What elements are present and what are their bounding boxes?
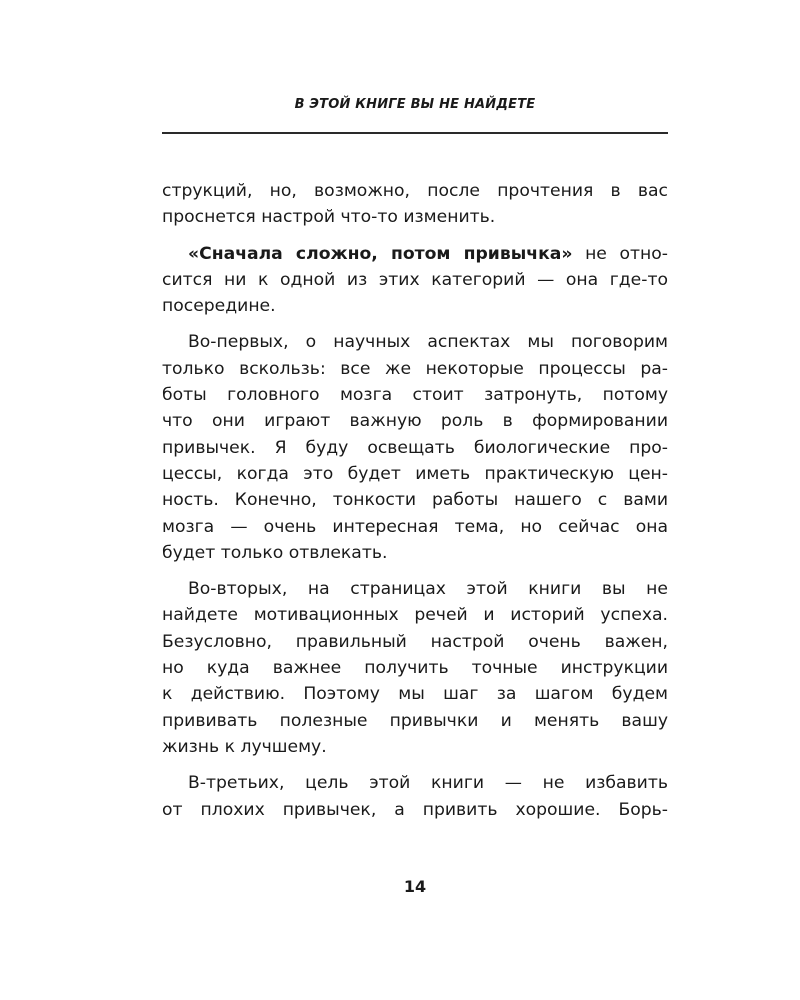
- text-line: но куда важнее получить точные инструкции: [162, 658, 668, 679]
- text-line: цессы, когда это будет иметь практическую цен-: [162, 463, 668, 484]
- text-line: мозга — очень интересная тема, но сейчас она: [162, 516, 668, 537]
- text-line: что они играют важную роль в формировании: [162, 411, 668, 432]
- text-line: прививать полезные привычки и менять вашу: [162, 710, 668, 731]
- paragraph: [162, 576, 668, 760]
- text-line: боты головного мозга стоит затронуть, потому: [162, 385, 668, 406]
- text-line: Во-первых, о научных аспектах мы поговорим: [188, 332, 668, 353]
- text-line: [162, 241, 668, 267]
- text-line: проснется настрой что-то изменить.: [162, 207, 496, 228]
- text-fragment: не отно-: [572, 243, 668, 264]
- text-line: жизнь к лучшему.: [162, 736, 327, 757]
- text-line: сится ни к одной из этих категорий — она где-то: [162, 269, 668, 290]
- text-line: Безусловно, правильный настрой очень важен,: [162, 631, 668, 652]
- paragraph: [162, 329, 668, 566]
- text-line: от плохих привычек, а привить хорошие. Борь-: [162, 799, 668, 820]
- paragraph: [162, 178, 668, 231]
- body-text: [162, 178, 668, 823]
- text-line: привычек. Я буду освещать биологические про-: [162, 437, 668, 458]
- text-line: струкций, но, возможно, после прочтения в вас: [162, 181, 668, 201]
- text-line: В-третьих, цель этой книги — не избавить: [188, 773, 668, 794]
- page-number: 14: [403, 877, 427, 896]
- text-line: ность. Конечно, тонкости работы нашего с вами: [162, 490, 668, 511]
- text-line: к действию. Поэтому мы шаг за шагом будем: [162, 684, 668, 705]
- paragraph: [162, 241, 668, 320]
- text-line: будет только отвлекать.: [162, 542, 388, 563]
- text-line: посередине.: [162, 296, 276, 317]
- running-header: В ЭТОЙ КНИГЕ ВЫ НЕ НАЙДЕТЕ: [294, 97, 536, 112]
- text-line: найдете мотивационных речей и историй успеха.: [162, 605, 668, 626]
- paragraph: [162, 770, 668, 823]
- text-line: только вскользь: все же некоторые процессы ра-: [162, 358, 668, 379]
- header-divider: [162, 132, 668, 134]
- book-title-emphasis: «Сначала сложно, потом привычка»: [188, 243, 573, 264]
- text-line: Во-вторых, на страницах этой книги вы не: [188, 579, 668, 600]
